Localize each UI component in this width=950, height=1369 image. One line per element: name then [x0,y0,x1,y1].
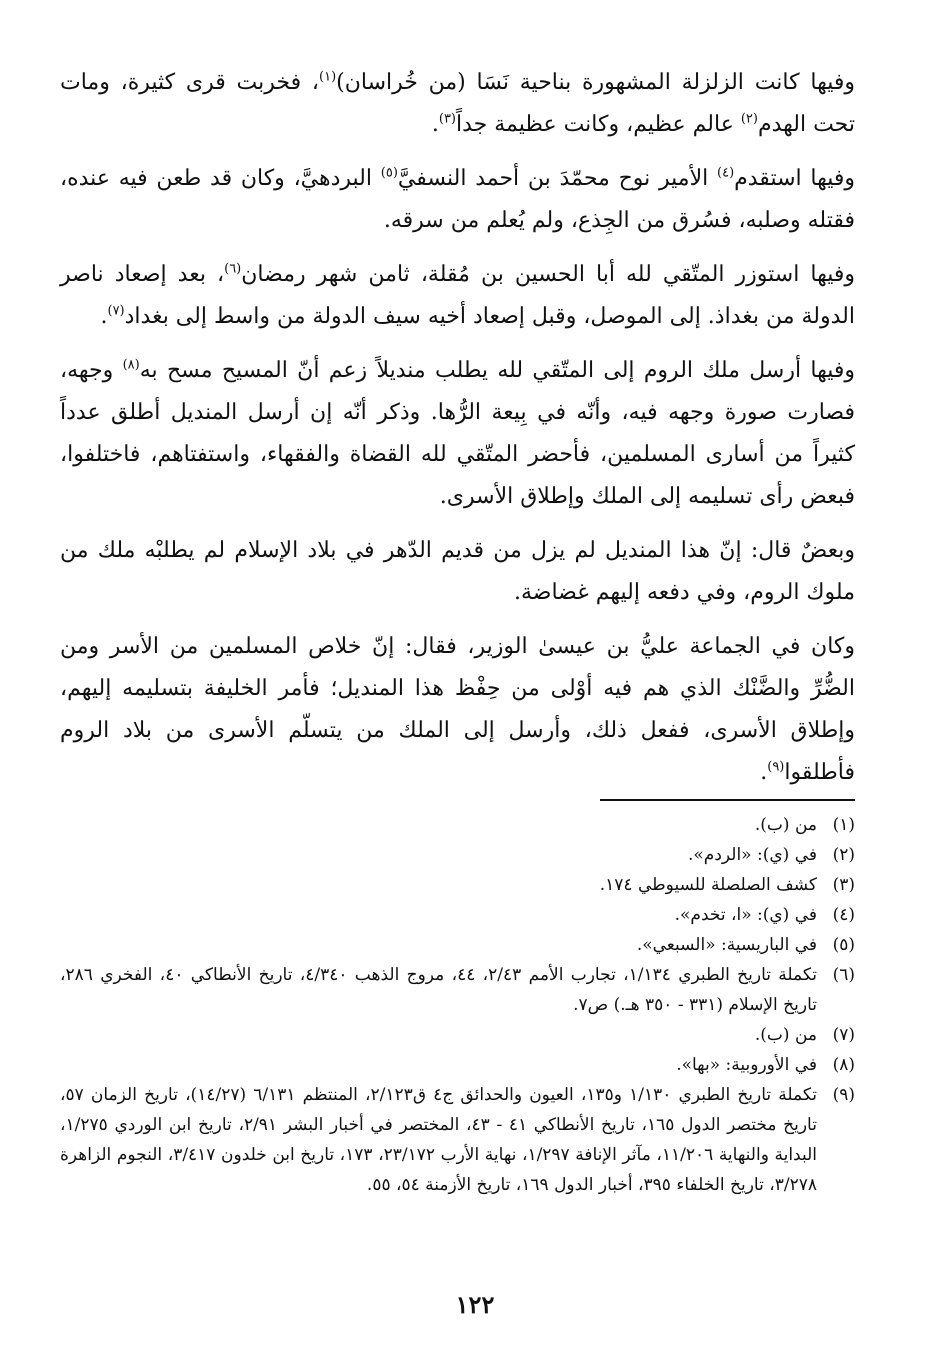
footnote-text: في (ي): «الردم». [688,845,817,865]
paragraph-text: وبعضٌ قال: إنّ هذا المنديل لم يزل من قديم الدّهر في بلاد الإسلام لم يطلبْه ملك من ملوك الروم، وفي دفعه إليهم غضاضة. [60,538,855,605]
footnote-item [60,960,855,1020]
footnote-text: تكملة تاريخ الطبري ١/١٣٤، تجارب الأمم ٢/٤٣، ٤٤، مروج الذهب ٤/٣٤٠، تاريخ الأنطاكي ٤٠، الفخري ٢٨٦، تاريخ الإسلام (٣٣١ - ٣٥٠ هـ.) ص٧. [60,965,817,1015]
body-paragraph [60,530,855,614]
footnote-text: في (ي): «ا، تخدم». [674,905,817,925]
footnote-text: في الأوروبية: «بها». [676,1055,817,1075]
footnote-number: (٨) [832,1055,855,1075]
paragraph-text: عالم عظيم، وكانت عظيمة جداً [456,112,741,137]
body-paragraph [60,62,855,146]
footnote-reference: (٥) [380,165,398,181]
footnote-reference: (١) [319,69,337,85]
footnote-text: من (ب). [754,1025,817,1045]
footnote-number: (٧) [832,1025,855,1045]
footnote-text: كشف الصلصلة للسيوطي ١٧٤. [599,875,817,895]
body-paragraph [60,626,855,794]
footnote-item [60,900,855,930]
paragraph-text: وجهه، فصارت صورة وجهه فيه، وأنّه في بِيعة الرُّها. وذكر أنّه إن أرسل المنديل أطلق عدداً كثيراً من أسارى المسلمين، فأحضر المتّقي لله القضاة والفقهاء، واستفتاهم، فاختلفوا، فبعض رأى تسليمه إلى الملك وإطلاق الأسرى. [60,358,855,509]
paragraph-text: وفيها كانت الزلزلة المشهورة بناحية نَسَا (من خُراسان) [336,70,855,95]
footnote-reference: (٩) [767,759,785,775]
footnote-number: (٤) [832,905,855,925]
footnote-item [60,810,855,840]
footnote-item [60,1080,855,1200]
footnote-number: (١) [832,815,855,835]
footnote-reference: (٦) [224,261,242,277]
body-paragraph [60,158,855,242]
footnote-reference: (٣) [438,111,456,127]
footnote-number: (٥) [832,935,855,955]
paragraph-text: ، فخربت قرى كثيرة، ومات تحت الهدم [60,70,855,137]
page-number: ١٢٢ [455,1290,495,1319]
footnote-reference: (٢) [740,111,758,127]
footnote-item [60,840,855,870]
footnote-reference: (٤) [717,165,735,181]
footnote-item [60,870,855,900]
footnote-item [60,930,855,960]
paragraph-text: وفيها استقدم [734,166,856,191]
footnote-text: من (ب). [754,815,817,835]
paragraph-text: وفيها أرسل ملك الروم إلى المتّقي لله يطلب منديلاً زعم أنّ المسيح مسح به [139,358,855,383]
paragraph-text: ، بعد إصعاد ناصر الدولة من بغداذ. إلى الموصل، وقبل إصعاد أخيه سيف الدولة من واسط إلى بغداد [60,262,855,329]
footnote-item [60,1020,855,1050]
footnote-text: تكملة تاريخ الطبري ١/١٣٠ و١٣٥، العيون والحدائق ج٤ ق٢/١٢٣، المنتظم ٦/١٣١ (١٤/٢٧)، تاريخ الزمان ٥٧، تاريخ مختصر الدول ١٦٥، تاريخ الأنطاكي ٤١ - ٤٣، المختصر في أخبار البشر ٢/٩١، تاريخ ابن الوردي ١/٢٧٥، البداية والنهاية ١١/٢٠٦، مآثر الإنافة ١/٢٩٧، نهاية الأرب ٢٣/١٧٢، ١٧٣، تاريخ ابن خلدون ٣/٤١٧، النجوم الزاهرة ٣/٢٧٨، تاريخ الخلفاء ٣٩٥، أخبار الدول ١٦٩، تاريخ الأزمنة ٥٤، ٥٥. [60,1085,818,1195]
footnote-reference: (٧) [107,303,125,319]
footnote-item [60,1050,855,1080]
footnote-divider [600,799,855,801]
main-text [60,62,855,806]
footnotes-list [60,810,855,1200]
footnote-text: في الباريسية: «السبعي». [636,935,817,955]
footnote-number: (٩) [832,1085,855,1105]
paragraph-text: . [100,304,108,329]
body-paragraph [60,254,855,338]
footnote-number: (٢) [832,845,855,865]
footnote-number: (٦) [832,965,855,985]
paragraph-text: الأمير نوح محمّدَ بن أحمد النسفيَّ [397,166,717,191]
paragraph-text: وفيها استوزر المتّقي لله أبا الحسين بن مُقلة، ثامن شهر رمضان [241,262,855,287]
paragraph-text: . [431,112,439,137]
footnote-reference: (٨) [122,357,140,373]
paragraph-text: البردهيَّ، وكان قد طعن فيه عنده، فقتله وصلبه، فسُرق من الجِذع، ولم يُعلم من سرقه. [60,166,855,233]
footnote-number: (٣) [832,875,855,895]
paragraph-text: . [760,760,768,785]
body-paragraph [60,350,855,518]
paragraph-text: وكان في الجماعة عليُّ بن عيسىٰ الوزير، فقال: إنّ خلاص المسلمين من الأسر ومن الضُّرِّ والضَّنْك الذي هم فيه أوْلى من حِفْظ هذا المنديل؛ فأمر الخليفة بتسليمه إليهم، وإطلاق الأسرى، ففعل ذلك، وأرسل إلى الملك من يتسلّم الأسرى من بلاد الروم فأطلقوا [60,634,855,785]
